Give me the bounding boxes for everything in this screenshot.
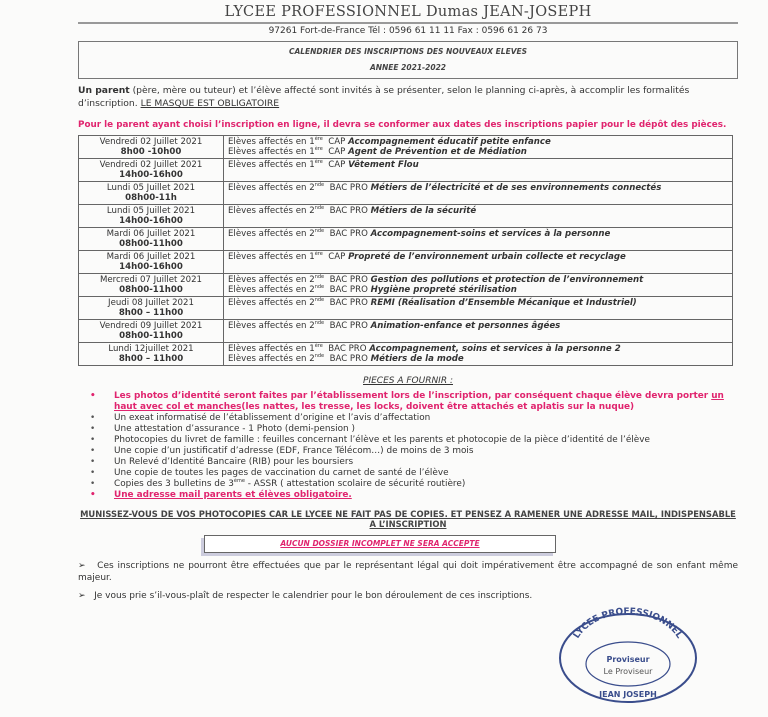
stamp-area bbox=[78, 604, 738, 707]
program-cell bbox=[224, 182, 733, 205]
closing-paragraph: ➢ Ces inscriptions ne pourront être effectuées que par le représentant légal qui doit impérativement être accompagné de son enfant même majeur. bbox=[78, 561, 739, 583]
intro-text: (père, mère ou tuteur) et l’élève affecté sont invités à se présenter, selon le planning ci-après, à accomplir les formalités d’inscription. bbox=[78, 85, 690, 109]
program-cell bbox=[224, 297, 733, 320]
svg-text:JEAN JOSEPH: JEAN JOSEPH bbox=[599, 690, 657, 699]
program-line: Elèves affectés en 2nde BAC PRO Métiers de l’électricité et de ses environnements connectés bbox=[228, 182, 662, 193]
table-row bbox=[79, 182, 733, 205]
date-cell: Vendredi 02 Juillet 2021 14h00-16h00 bbox=[79, 159, 224, 182]
program-line: Elèves affectés en 2nde BAC PRO Métiers de la mode bbox=[228, 353, 464, 364]
program-line: Elèves affectés en 2nde BAC PRO Animation-enfance et personnes âgées bbox=[228, 320, 561, 331]
list-item: • Un Relevé d’Identité Bancaire (RIB) pour les boursiers bbox=[90, 457, 738, 468]
program-cell bbox=[224, 205, 733, 228]
table-row bbox=[79, 251, 733, 274]
program-line: Elèves affectés en 1ère CAP Propreté de l’environnement urbain collecte et recyclage bbox=[228, 251, 626, 262]
program-cell bbox=[224, 159, 733, 182]
list-item: • Un exeat informatisé de l’établissement d’origine et l’avis d’affectation bbox=[90, 413, 738, 424]
pieces-title: PIECES A FOURNIR : bbox=[363, 376, 453, 386]
online-notice: Pour le parent ayant choisi l’inscription en ligne, il devra se conformer aux dates des inscriptions papier pour le dépôt des pièces. bbox=[78, 120, 727, 130]
svg-text:LYCEE PROFESSIONNEL: LYCEE PROFESSIONNEL bbox=[571, 606, 685, 641]
divider bbox=[78, 22, 738, 24]
date-cell: Mercredi 07 Juillet 2021 08h00-11h00 bbox=[79, 274, 224, 297]
table-row bbox=[79, 320, 733, 343]
banner-year: ANNEE 2021-2022 bbox=[369, 63, 447, 72]
date-cell: Lundi 12juillet 2021 8h00 – 11h00 bbox=[79, 343, 224, 366]
date-cell: Mardi 06 Juillet 2021 14h00-16h00 bbox=[79, 251, 224, 274]
date-cell: Jeudi 08 Juillet 2021 8h00 – 11h00 bbox=[79, 297, 224, 320]
banner-title: CALENDRIER DES INSCRIPTIONS DES NOUVEAUX ELEVES bbox=[288, 47, 528, 56]
program-line: Elèves affectés en 2nde BAC PRO REMI (Réalisation d’Ensemble Mécanique et Industriel) bbox=[228, 297, 637, 308]
calendar-banner bbox=[78, 41, 738, 79]
list-item: • Les photos d’identité seront faites par l’établissement lors de l’inscription, par conséquent chaque élève devra porter un haut avec col et manches(les nattes, les tresse, les locks, doivent être attachés et aplatis sur la nuque) bbox=[90, 391, 738, 413]
school-name: LYCEE PROFESSIONNEL Dumas JEAN-JOSEPH bbox=[224, 4, 592, 20]
program-cell bbox=[224, 136, 733, 159]
list-item: • Une copie d’un justificatif d’adresse (EDF, France Télécom…) de moins de 3 mois bbox=[90, 446, 738, 457]
date-cell: Vendredi 09 Juillet 2021 08h00-11h00 bbox=[79, 320, 224, 343]
program-line: Elèves affectés en 2nde BAC PRO Accompagnement-soins et services à la personne bbox=[228, 228, 611, 239]
table-row bbox=[79, 297, 733, 320]
list-item: • Copies des 3 bulletins de 3ème - ASSR ( attestation scolaire de sécurité routière) bbox=[90, 479, 738, 490]
intro-paragraph bbox=[78, 84, 738, 110]
program-line: Elèves affectés en 1ère CAP Vêtement Flou bbox=[228, 159, 419, 170]
program-cell bbox=[224, 343, 733, 366]
date-cell: Lundi 05 Juillet 2021 14h00-16h00 bbox=[79, 205, 224, 228]
list-item: • Une copie de toutes les pages de vaccination du carnet de santé de l’élève bbox=[90, 468, 738, 479]
program-line: Elèves affectés en 2nde BAC PRO Métiers de la sécurité bbox=[228, 205, 477, 216]
table-row bbox=[79, 274, 733, 297]
intro-bold: Un parent bbox=[78, 85, 130, 96]
school-stamp bbox=[538, 604, 718, 704]
program-line: Elèves affectés en 2nde BAC PRO Gestion des pollutions et protection de l’environnement bbox=[228, 274, 644, 285]
table-row bbox=[79, 343, 733, 366]
program-cell bbox=[224, 320, 733, 343]
list-item: • Photocopies du livret de famille : feuilles concernant l’élève et les parents et photocopie de la pièce d’identité de l’élève bbox=[90, 435, 738, 446]
list-item: • Une attestation d’assurance - 1 Photo (demi-pension ) bbox=[90, 424, 738, 435]
school-address: 97261 Fort-de-France Tél : 0596 61 11 11 Fax : 0596 61 26 73 bbox=[268, 26, 548, 36]
program-cell bbox=[224, 251, 733, 274]
pieces-list bbox=[90, 391, 738, 501]
date-cell: Vendredi 02 Juillet 2021 8h00 -10h00 bbox=[79, 136, 224, 159]
program-line: Elèves affectés en 2nde BAC PRO Hygiène propreté stérilisation bbox=[228, 284, 517, 295]
table-row bbox=[79, 228, 733, 251]
program-line: Elèves affectés en 1ère CAP Accompagnement éducatif petite enfance bbox=[228, 136, 551, 147]
stamp-role: Proviseur bbox=[606, 655, 650, 664]
table-row bbox=[79, 136, 733, 159]
table-row bbox=[79, 159, 733, 182]
table-row bbox=[79, 205, 733, 228]
mask-notice: LE MASQUE EST OBLIGATOIRE bbox=[140, 98, 280, 109]
date-cell: Lundi 05 Juillet 2021 08h00-11h bbox=[79, 182, 224, 205]
incomplete-warning: AUCUN DOSSIER INCOMPLET NE SERA ACCEPTE bbox=[204, 535, 556, 553]
program-cell bbox=[224, 228, 733, 251]
photocopy-notice: MUNISSEZ-VOUS DE VOS PHOTOCOPIES CAR LE LYCEE NE FAIT PAS DE COPIES. ET PENSEZ A RAMENER UNE ADRESSE MAIL, INDISPENSABLE A L’INSCRIPTION bbox=[80, 509, 736, 529]
schedule-table bbox=[78, 135, 733, 366]
program-line: Elèves affectés en 1ère BAC PRO Accompagnement, soins et services à la personne 2 bbox=[228, 343, 621, 354]
signature-label: Le Proviseur bbox=[603, 667, 653, 676]
date-cell: Mardi 06 Juillet 2021 08h00-11h00 bbox=[79, 228, 224, 251]
list-item: • Une adresse mail parents et élèves obligatoire. bbox=[90, 490, 738, 501]
program-line: Elèves affectés en 1ère CAP Agent de Prévention et de Médiation bbox=[228, 146, 527, 157]
program-cell bbox=[224, 274, 733, 297]
closing-paragraph: ➢ Je vous prie s’il-vous-plaît de respecter le calendrier pour le bon déroulement de ces inscriptions. bbox=[78, 591, 533, 601]
